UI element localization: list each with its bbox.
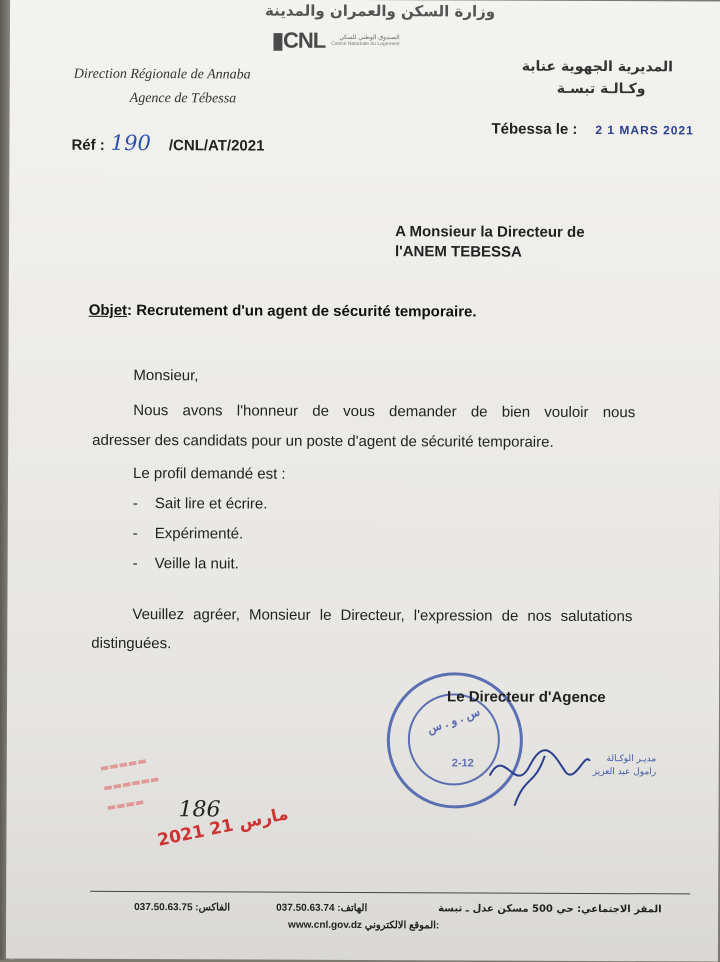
word: le [319,606,332,624]
footer-website-label: الموقع الالكتروني: [364,920,440,932]
recipient-line-1: A Monsieur la Directeur de [395,223,585,241]
ref-number-handwritten: 190 [110,130,151,156]
footer-address: المقر الاجتماعي: حي 500 مسكن عدل ـ تبسة [438,903,662,916]
place-label: Tébessa le : [491,120,578,138]
word: l'expression [413,607,493,625]
footer-tel: 037.50.63.74 :الهاتف [276,902,368,915]
profile-item: - Veille la nuit. [132,554,239,573]
date-stamp: 2 1 MARS 2021 [595,123,694,138]
reference-line [71,131,264,156]
paragraph-1-line-1 [133,402,635,421]
ref-suffix: /CNL/AT/2021 [168,137,265,155]
subject-label: Objet [88,301,128,319]
word: de [501,607,519,625]
footer-fax: 037.50.63.75 :الفاكس [134,902,231,914]
word: agréer, [193,606,240,624]
stamp-number: 2-12 [451,757,474,770]
closing-line-1 [132,606,632,625]
word: Veuillez [132,605,185,624]
word: avons [182,402,223,420]
paragraph-1-line-2: adresser des candidats pour un poste d'agent de sécurité temporaire. [92,431,554,451]
place-date-line [491,121,693,139]
ref-label: Réf : [71,136,105,154]
signature-title: Le Directeur d'Agence [447,688,606,707]
profile-item: - Expérimenté. [132,524,244,543]
word: Directeur, [340,606,405,625]
word: l'honneur [236,402,299,420]
footer-website [288,920,439,932]
footer-divider [90,891,690,895]
salutation: Monsieur, [133,366,199,385]
closing-line-2: distinguées. [91,634,172,653]
direction-regionale-fr: Direction Régionale de Annaba [73,66,251,83]
registration-stamp-red: ▬▬▬▬▬ ▬▬▬▬▬▬ ▬▬▬▬ [99,755,161,814]
word: nous [602,404,636,422]
registration-number-handwritten: 186 [178,797,221,823]
director-name-stamp: مديـر الوكـالة رامول عبد العزيز [592,754,657,778]
word: de [470,403,488,421]
word: Nous [133,401,169,420]
word: vouloir [544,403,589,421]
handwritten-signature [485,736,595,816]
subject-line [89,302,477,321]
word: de [312,402,329,420]
word: nos [527,607,552,625]
profile-intro: Le profil demandé est : [132,464,286,483]
stamp-text: س . و . س [425,704,482,737]
registration-date-handwritten: 2021 مارس 21 [155,804,291,851]
agence-ar: وكـالـة تبسـة [556,80,646,98]
cnl-logo-mark: ▮CNL [271,27,326,53]
footer-website-url: www.cnl.gov.dz [288,919,362,931]
word: vous [343,402,375,421]
recipient-block [395,222,585,263]
profile-item: - Sait lire et écrire. [132,494,268,513]
word: Monsieur [248,606,311,624]
word: salutations [560,607,633,626]
recipient-line-2: l'ANEM TEBESSA [394,243,522,261]
letter-page [6,0,720,962]
word: bien [501,403,531,421]
direction-regionale-ar: المديرية الجهوية عنابة [521,58,674,76]
word: demander [389,403,457,421]
cnl-logo-subtitle: الصندوق الوطني للسكن Caisse Nationale du Logement [331,33,400,48]
cnl-logo [272,28,400,55]
ministry-heading: وزارة السكن والعمران والمدينة [265,1,496,21]
agence-fr: Agence de Tébessa [129,90,237,107]
subject-text: : Recrutement d'un agent de sécurité temporaire. [127,301,477,321]
